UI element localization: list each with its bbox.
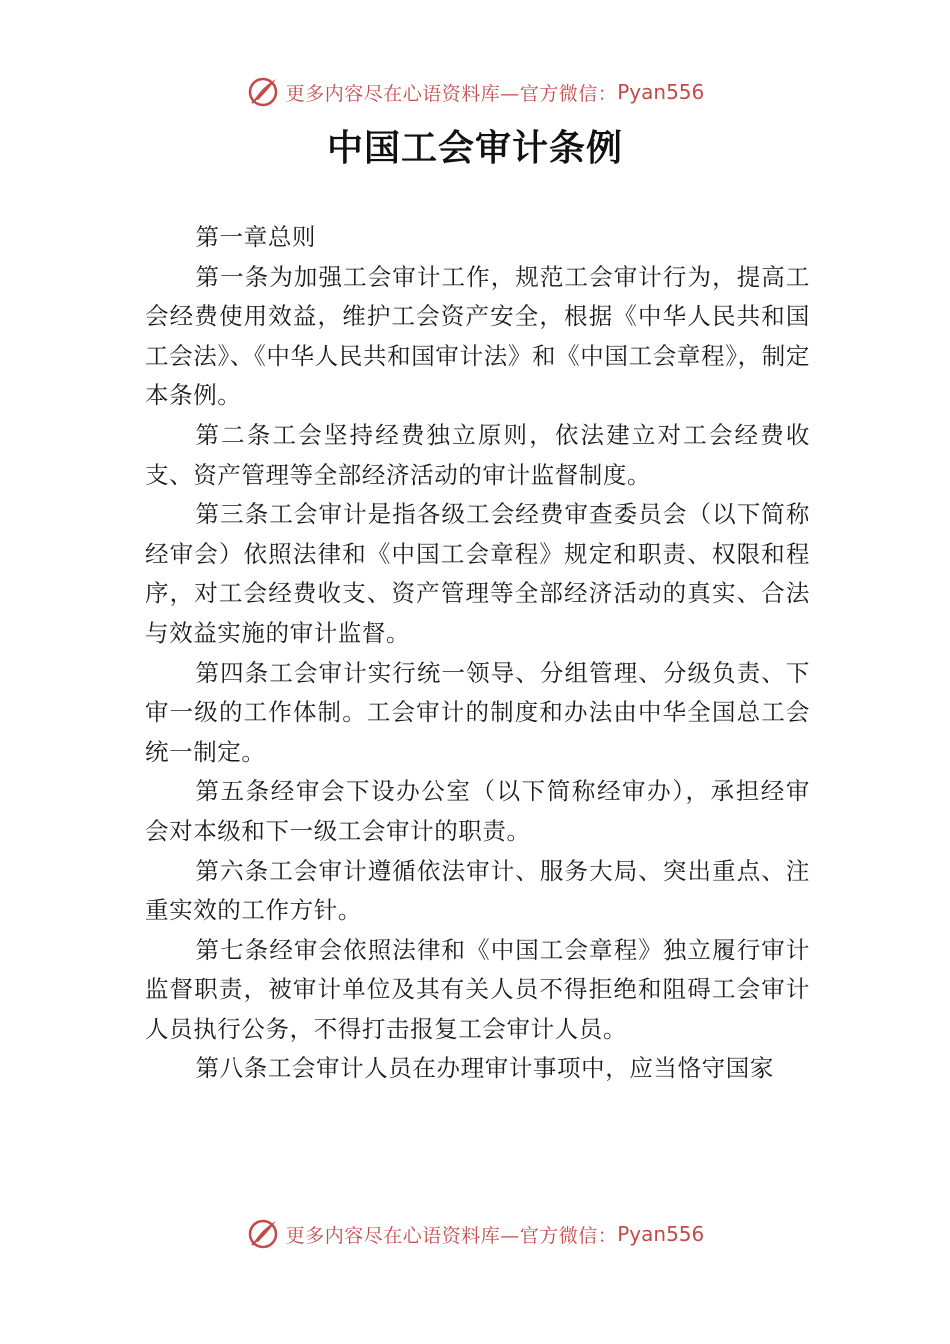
banner-text: 更多内容尽在心语资料库—官方微信： [285, 1224, 618, 1247]
article-2: 第二条工会坚持经费独立原则，依法建立对工会经费收支、资产管理等全部经济活动的审计监督制度。 [145, 420, 810, 489]
footer-watermark-banner [0, 1214, 950, 1254]
header-watermark-banner [0, 72, 950, 112]
banner-wechat-handle: Pyan556 [617, 1222, 705, 1246]
article-6: 第六条工会审计遵循依法审计、服务大局、突出重点、注重实效的工作方针。 [145, 856, 810, 925]
article-3: 第三条工会审计是指各级工会经费审查委员会（以下简称经审会）依照法律和《中国工会章程》规定和职责、权限和程序，对工会经费收支、资产管理等全部经济活动的真实、合法与效益实施的审计监督。 [145, 500, 810, 647]
article-8: 第八条工会审计人员在办理审计事项中，应当恪守国家 [195, 1054, 774, 1083]
article-4: 第四条工会审计实行统一领导、分组管理、分级负责、下审一级的工作体制。工会审计的制度和办法由中华全国总工会统一制定。 [145, 658, 810, 766]
chapter-heading: 第一章总则 [195, 223, 317, 251]
banner-wechat-handle: Pyan556 [617, 80, 705, 104]
article-5: 第五条经审会下设办公室（以下简称经审办），承担经审会对本级和下一级工会审计的职责。 [145, 777, 810, 845]
banner-text: 更多内容尽在心语资料库—官方微信： [285, 82, 618, 105]
document-title: 中国工会审计条例 [326, 128, 623, 169]
quill-seal-icon [246, 1217, 280, 1251]
article-7: 第七条经审会依照法律和《中国工会章程》独立履行审计监督职责，被审计单位及其有关人员不得拒绝和阻碍工会审计人员执行公务，不得打击报复工会审计人员。 [145, 935, 810, 1043]
document-body [145, 218, 810, 1089]
article-1: 第一条为加强工会审计工作，规范工会审计行为，提高工会经费使用效益，维护工会资产安全，根据《中华人民共和国工会法》、《中华人民共和国审计法》和《中国工会章程》，制定本条例。 [145, 262, 810, 410]
quill-seal-icon [246, 75, 280, 109]
